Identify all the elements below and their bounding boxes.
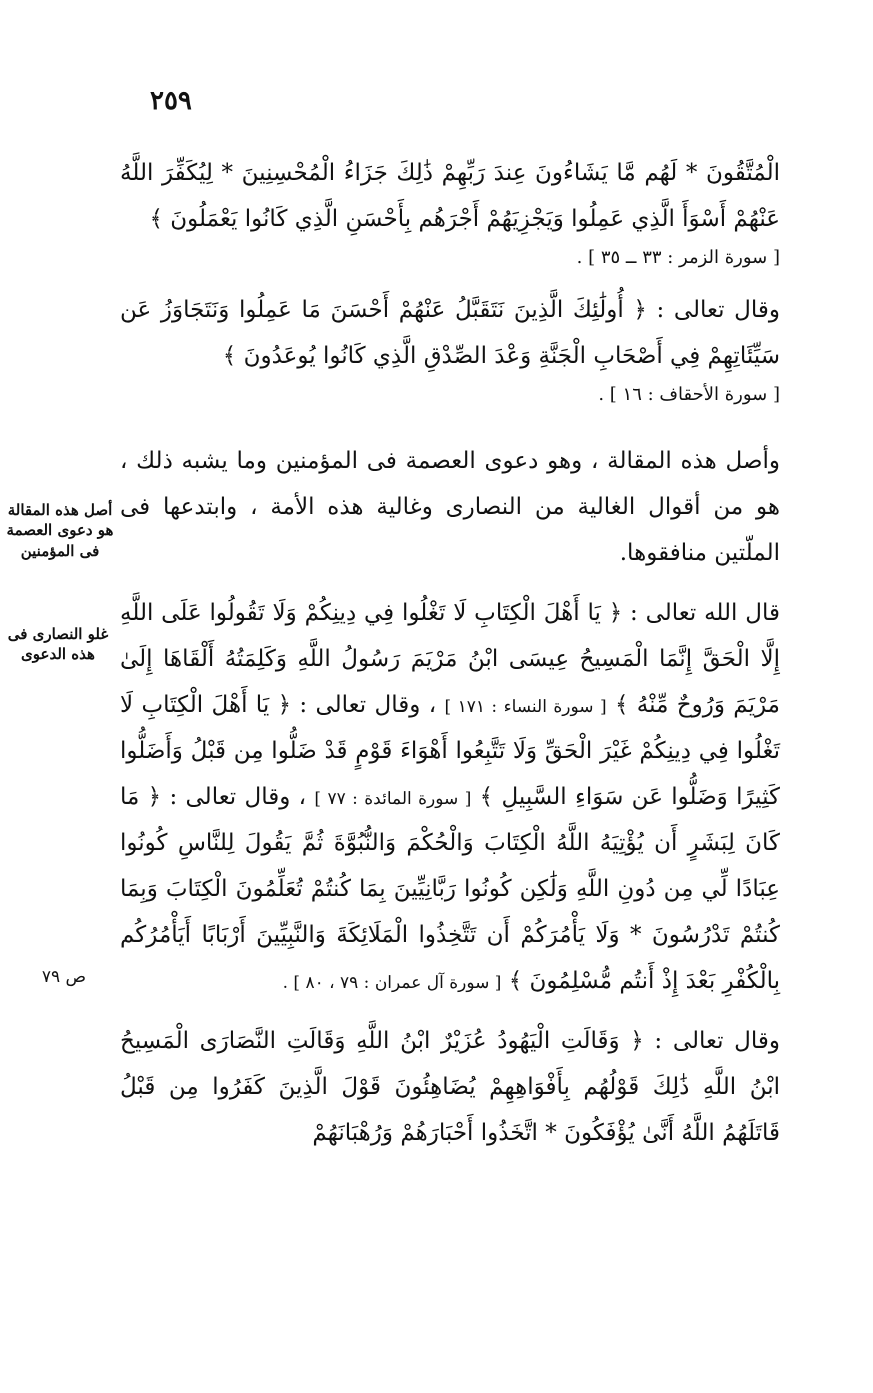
reference-al-imran: [ سورة آل عمران : ٧٩ ، ٨٠ ] . (282, 972, 502, 993)
margin-note-origin: أصل هذه المقالة هو دعوى العصمة فى المؤمنين (6, 501, 114, 560)
reference-ahqaf: [ سورة الأحقاف : ١٦ ] . (598, 383, 780, 405)
page-number: ٢٥٩ (150, 86, 192, 116)
verse-maidah: ، وقال تعالى : ﴿ يَا أَهْلَ الْكِتَابِ لَا تَغْلُوا فِي دِينِكُمْ غَيْرَ الْحَقِّ وَلَا تَتَّبِعُوا أَهْوَاءَ قَوْمٍ قَدْ ضَلُّوا مِن قَبْلُ وَأَضَلُّوا كَثِيرًا وَضَلُّوا عَن سَوَاءِ السَّبِيلِ ﴾ (120, 691, 780, 810)
margin-note-christian-ghuluw: غلو النصارى فى هذه الدعوى (7, 625, 109, 664)
spacer (120, 424, 780, 438)
main-text-column (120, 150, 780, 1156)
reference-zumar: [ سورة الزمر : ٣٣ ــ ٣٥ ] . (576, 247, 780, 268)
spacer (120, 1004, 780, 1018)
verse-al-imran: ، وقال تعالى : ﴿ مَا كَانَ لِبَشَرٍ أَن يُؤْتِيَهُ اللَّهُ الْكِتَابَ وَالْحُكْمَ وَالنُّبُوَّةَ ثُمَّ يَقُولَ لِلنَّاسِ كُونُوا عِبَادًا لِّي مِن دُونِ اللَّهِ وَلَٰكِن كُونُوا رَبَّانِيِّينَ بِمَا كُنتُمْ تُعَلِّمُونَ الْكِتَابَ وَبِمَا كُنتُمْ تَدْرُسُونَ * وَلَا يَأْمُرَكُمْ أَن تَتَّخِذُوا الْمَلَائِكَةَ وَالنَّبِيِّينَ أَرْبَابًا أَيَأْمُرُكُم بِالْكُفْرِ بَعْدَ إِذْ أَنتُم مُّسْلِمُونَ ﴾ (120, 783, 780, 994)
margin-note-page-ref: ص ٧٩ (41, 967, 87, 987)
verse-nisa: قال الله تعالى : ﴿ يَا أَهْلَ الْكِتَابِ لَا تَغْلُوا فِي دِينِكُمْ وَلَا تَقُولُوا عَلَى اللَّهِ إِلَّا الْحَقَّ إِنَّمَا الْمَسِيحُ عِيسَى ابْنُ مَرْيَمَ رَسُولُ اللَّهِ وَكَلِمَتُهُ أَلْقَاهَا إِلَىٰ مَرْيَمَ وَرُوحٌ مِّنْهُ ﴾ (120, 599, 780, 718)
spacer (120, 576, 780, 590)
paragraph-origin-statement: وأصل هذه المقالة ، وهو دعوى العصمة فى المؤمنين وما يشبه ذلك ، هو من أقوال الغالية من النصارى وغالية هذه الأمة ، وابتدعها فى الملّتين منافقوها. (120, 447, 780, 566)
reference-maidah: [ سورة المائدة : ٧٧ ] (314, 788, 472, 809)
paragraph-verse-ahqaf: وقال تعالى : ﴿ أُولَٰئِكَ الَّذِينَ نَتَقَبَّلُ عَنْهُمْ أَحْسَنَ مَا عَمِلُوا وَنَتَجَاوَزُ عَن سَيِّئَاتِهِمْ فِي أَصْحَابِ الْجَنَّةِ وَعْدَ الصِّدْقِ الَّذِي كَانُوا يُوعَدُونَ ﴾ (120, 296, 780, 369)
paragraph-verse-zumar: الْمُتَّقُونَ * لَهُم مَّا يَشَاءُونَ عِندَ رَبِّهِمْ ذَٰلِكَ جَزَاءُ الْمُحْسِنِينَ * لِيُكَفِّرَ اللَّهُ عَنْهُمْ أَسْوَأَ الَّذِي عَمِلُوا وَيَجْزِيَهُمْ أَجْرَهُم بِأَحْسَنِ الَّذِي كَانُوا يَعْمَلُونَ ﴾ (120, 160, 780, 232)
reference-nisa: [ سورة النساء : ١٧١ ] (444, 696, 607, 717)
paragraph-verses-ghuluw (120, 590, 780, 1004)
paragraph-verse-tawbah: وقال تعالى : ﴿ وَقَالَتِ الْيَهُودُ عُزَيْرٌ ابْنُ اللَّهِ وَقَالَتِ النَّصَارَى الْمَسِيحُ ابْنُ اللَّهِ ذَٰلِكَ قَوْلُهُم بِأَفْوَاهِهِمْ يُضَاهِئُونَ قَوْلَ الَّذِينَ كَفَرُوا مِن قَبْلُ قَاتَلَهُمُ اللَّهُ أَنَّىٰ يُؤْفَكُونَ * اتَّخَذُوا أَحْبَارَهُمْ وَرُهْبَانَهُمْ (120, 1027, 780, 1146)
